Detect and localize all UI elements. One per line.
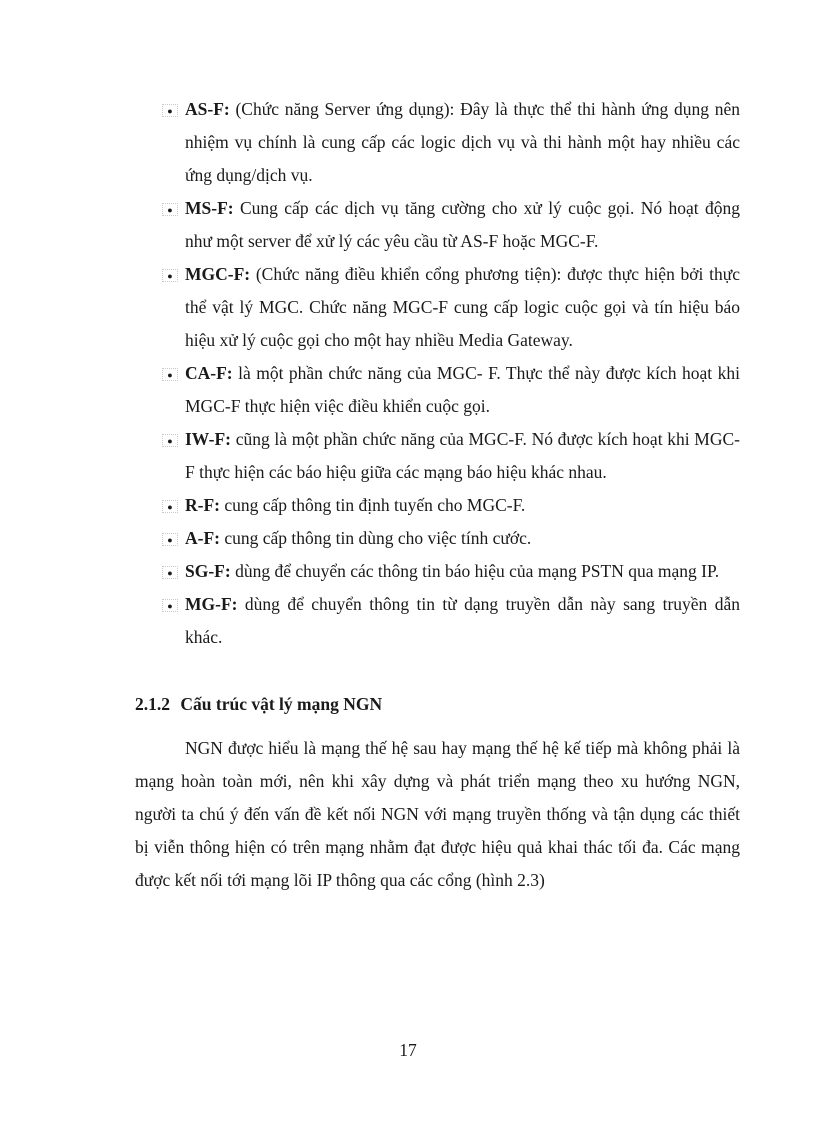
list-item-term: MS-F: [185, 198, 234, 218]
list-item-text: dùng để chuyển các thông tin báo hiệu của mạng PSTN qua mạng IP. [230, 561, 720, 581]
bullet-icon [162, 269, 178, 282]
list-item-text: (Chức năng Server ứng dụng): Đây là thực thể thi hành ứng dụng nên nhiệm vụ chính là cung cấp các logic dịch vụ và thi hành một hay nhiều các ứng dụng/dịch vụ. [185, 99, 740, 185]
list-item-term: AS-F: [185, 99, 230, 119]
section-heading [135, 689, 382, 719]
list-item [160, 555, 740, 588]
list-item [160, 588, 740, 654]
list-item-term: MG-F: [185, 594, 238, 614]
list-item-text: Cung cấp các dịch vụ tăng cường cho xử lý cuộc gọi. Nó hoạt động như một server để xử lý các yêu cầu từ AS-F hoặc MGC-F. [185, 198, 740, 251]
bullet-icon [162, 599, 178, 612]
list-item-text: cung cấp thông tin định tuyến cho MGC-F. [219, 495, 526, 515]
body-paragraph: NGN được hiểu là mạng thế hệ sau hay mạng thế hệ kế tiếp mà không phải là mạng hoàn toàn mới, nên khi xây dựng và phát triển mạng theo xu hướng NGN, người ta chú ý đến vấn đề kết nối NGN với mạng truyền thống và tận dụng các thiết bị viễn thông hiện có trên mạng nhằm đạt được hiệu quả khai thác tối đa. Các mạng được kết nối tới mạng lõi IP thông qua các cổng (hình 2.3) [135, 738, 740, 890]
section-title: Cấu trúc vật lý mạng NGN [180, 694, 383, 714]
list-item-text: cũng là một phần chức năng của MGC-F. Nó được kích hoạt khi MGC-F thực hiện các báo hiệu giữa các mạng báo hiệu khác nhau. [185, 429, 740, 482]
list-item [160, 192, 740, 258]
list-item-term: A-F: [185, 528, 220, 548]
list-item-term: IW-F: [185, 429, 232, 449]
bullet-icon [162, 434, 178, 447]
bullet-icon [162, 500, 178, 513]
page-number: 17 [399, 1040, 417, 1060]
bullet-icon [162, 368, 178, 381]
list-item-text: (Chức năng điều khiển cổng phương tiện): được thực hiện bởi thực thể vật lý MGC. Chức năng MGC-F cung cấp logic cuộc gọi và tín hiệu báo hiệu xử lý cuộc gọi cho một hay nhiều Media Gateway. [185, 264, 740, 350]
list-item [160, 258, 740, 357]
list-item-text: là một phần chức năng của MGC- F. Thực thể này được kích hoạt khi MGC-F thực hiện việc điều khiển cuộc gọi. [185, 363, 740, 416]
list-item [160, 357, 740, 423]
list-item-term: SG-F: [185, 561, 231, 581]
list-item-term: MGC-F: [185, 264, 251, 284]
list-item-text: cung cấp thông tin dùng cho việc tính cước. [219, 528, 532, 548]
bullet-icon [162, 566, 178, 579]
list-item-term: CA-F: [185, 363, 233, 383]
list-item [160, 489, 740, 522]
function-list [160, 93, 740, 654]
list-item [160, 93, 740, 192]
list-item [160, 522, 740, 555]
bullet-icon [162, 533, 178, 546]
list-item-term: R-F: [185, 495, 220, 515]
section-number: 2.1.2 [135, 694, 170, 714]
list-item [160, 423, 740, 489]
list-item-text: dùng để chuyển thông tin từ dạng truyền dẫn này sang truyền dẫn khác. [185, 594, 740, 647]
bullet-icon [162, 104, 178, 117]
bullet-icon [162, 203, 178, 216]
